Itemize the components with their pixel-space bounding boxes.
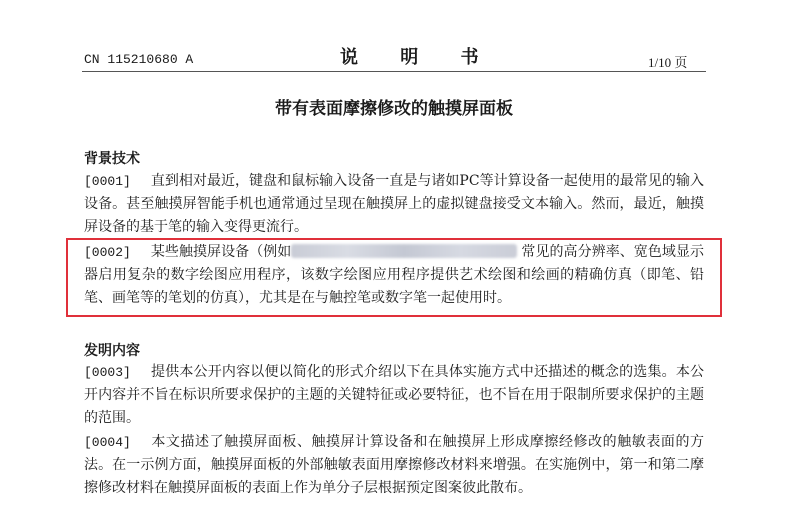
paragraph-text-end: 常见的高分辨率、宽色域显示器启用复杂的数字绘图应用程序，该数字绘图应用程序提供艺术绘图和绘画的精确仿真（即笔、铅笔、画笔等的笔划的仿真），尤其是在与触控笔或数字笔一起使用时。 — [84, 244, 705, 306]
section-heading-background: 背景技术 — [84, 151, 140, 167]
paragraph-0001 — [84, 170, 704, 239]
paragraph-0003 — [84, 361, 704, 430]
paragraph-number: [0004] — [84, 435, 131, 450]
page-indicator: 1/10 页 — [648, 55, 688, 70]
paragraph-text: 直到相对最近，键盘和鼠标输入设备一直是与诸如PC等计算设备一起使用的最常见的输入设备。甚至触摸屏智能手机也通常通过呈现在触摸屏上的虚拟键盘接受文本输入。然而，最近，触摸屏设备的基于笔的输入变得更流行。 — [84, 173, 704, 235]
publication-number: CN 115210680 A — [84, 52, 194, 67]
highlight-box — [66, 238, 722, 317]
paragraph-text: 本文描述了触摸屏面板、触摸屏计算设备和在触摸屏上形成摩擦经修改的触敏表面的方法。在一示例方面，触摸屏面板的外部触敏表面用摩擦修改材料来增强。在实施例中，第一和第二摩擦修改材料在触摸屏面板的表面上作为单分子层根据预定图案彼此散布。 — [84, 434, 704, 496]
paragraph-number: [0001] — [84, 174, 131, 189]
section-heading-summary: 发明内容 — [84, 343, 140, 359]
paragraph-text: 提供本公开内容以便以简化的形式介绍以下在具体实施方式中还描述的概念的选集。本公开内容并不旨在标识所要求保护的主题的关键特征或必要特征，也不旨在用于限制所要求保护的主题的范围。 — [84, 364, 704, 426]
paragraph-number: [0002] — [84, 245, 131, 260]
document-type: 说 明 书 — [340, 47, 497, 68]
paragraph-0004 — [84, 431, 704, 500]
document-title: 带有表面摩擦修改的触摸屏面板 — [275, 99, 513, 119]
paragraph-text-start: 某些触摸屏设备（例如 — [150, 244, 292, 260]
paragraph-number: [0003] — [84, 365, 131, 380]
header-divider — [82, 71, 706, 72]
